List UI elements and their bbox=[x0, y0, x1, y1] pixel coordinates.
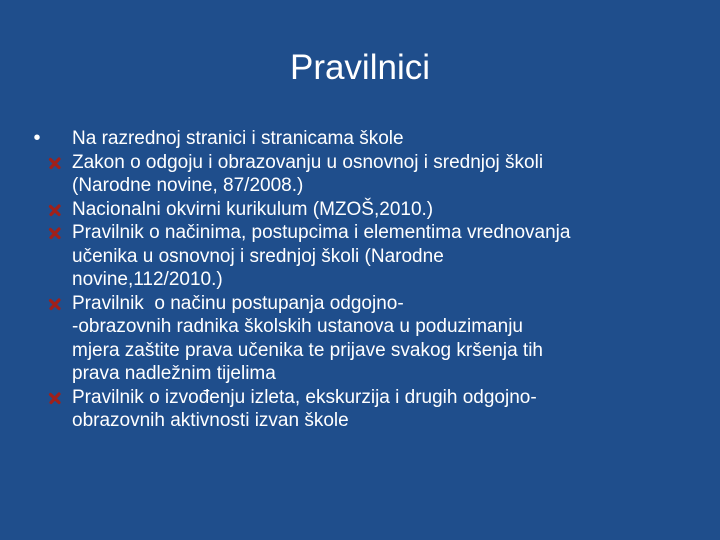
cross-icon bbox=[48, 156, 62, 170]
list-item-line: Pravilnik o izvođenju izleta, ekskurzija i drugih odgojno- bbox=[72, 386, 537, 408]
list-item bbox=[0, 386, 720, 433]
slide-body bbox=[0, 127, 720, 433]
list-item-line: Pravilnik o načinu postupanja odgojno- bbox=[72, 292, 404, 314]
list-item-line: Zakon o odgoju i obrazovanju u osnovnoj i srednjoj školi bbox=[72, 151, 544, 173]
cross-icon bbox=[48, 226, 62, 240]
cross-icon bbox=[48, 391, 62, 405]
list-item-line: učenika u osnovnoj i srednjoj školi (Narodne bbox=[72, 245, 444, 267]
list-item-line: mjera zaštite prava učenika te prijave svakog kršenja tih bbox=[72, 339, 544, 361]
list-item-line: -obrazovnih radnika školskih ustanova u poduzimanju bbox=[72, 316, 523, 337]
intro-text: Na razrednoj stranici i stranicama škole bbox=[72, 128, 404, 149]
list-item-line: (Narodne novine, 87/2008.) bbox=[72, 175, 304, 196]
list-item bbox=[0, 221, 720, 292]
list-item bbox=[0, 151, 720, 198]
list-item bbox=[0, 198, 720, 222]
list-item-line: Nacionalni okvirni kurikulum (MZOŠ,2010.) bbox=[72, 198, 434, 220]
list-item-line: Pravilnik o načinima, postupcima i elementima vrednovanja bbox=[72, 222, 571, 243]
cross-icon bbox=[48, 203, 62, 217]
list-item-line: novine,112/2010.) bbox=[72, 269, 223, 290]
bullet-dot-icon: • bbox=[33, 127, 41, 149]
bullet-list bbox=[0, 151, 720, 433]
list-item bbox=[0, 292, 720, 386]
list-item-line: obrazovnih aktivnosti izvan škole bbox=[72, 410, 349, 431]
cross-icon bbox=[48, 297, 62, 311]
slide-title: Pravilnici bbox=[289, 48, 431, 87]
list-item-line: prava nadležnim tijelima bbox=[72, 363, 276, 384]
intro-bullet-item bbox=[0, 127, 720, 151]
